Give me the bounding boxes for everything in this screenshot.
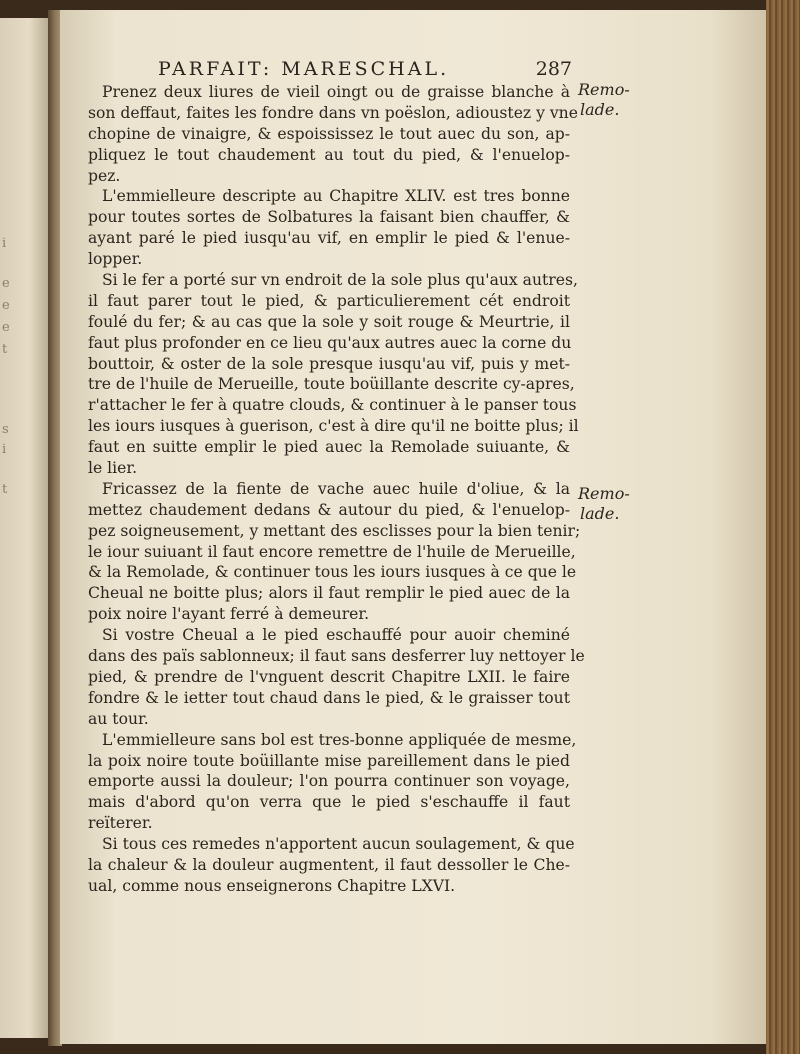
page-stack-edge bbox=[766, 0, 800, 1054]
text-line: pied, & prendre de l'vnguent descrit Chapitre LXII. le faire bbox=[88, 667, 570, 686]
text-line: reïterer. bbox=[88, 814, 153, 833]
running-header bbox=[98, 58, 578, 82]
text-line: ual, comme nous enseignerons Chapitre LXVI. bbox=[88, 876, 456, 895]
text-line: Fricassez de la fiente de vache auec huile d'oliue, & la bbox=[102, 479, 570, 498]
running-title: PARFAIT: MARESCHAL. bbox=[158, 58, 450, 80]
text-line: Cheual ne boitte plus; alors il faut remplir le pied auec de la bbox=[88, 584, 570, 603]
text-line: la poix noire toute boüillante mise pareillement dans le pied bbox=[88, 751, 570, 770]
text-line: emporte aussi la douleur; l'on pourra continuer son voyage, bbox=[88, 772, 570, 791]
text-line: pliquez le tout chaudement au tout du pied, & l'enuelop- bbox=[88, 145, 570, 164]
text-line: pour toutes sortes de Solbatures la faisant bien chauffer, & bbox=[88, 208, 570, 227]
text-line: mais d'abord qu'on verra que le pied s'eschauffe il faut bbox=[88, 793, 570, 812]
margin-note-remolade bbox=[578, 80, 630, 120]
text-line: faut plus profonder en ce lieu qu'aux autres auec la corne du bbox=[88, 333, 572, 352]
text-line: tre de l'huile de Merueille, toute boüillante descrite cy-apres, bbox=[88, 375, 575, 394]
left-page-fragment: e bbox=[2, 320, 10, 335]
left-page-fragment: e bbox=[2, 298, 10, 313]
text-line: foulé du fer; & au cas que la sole y soit rouge & Meurtrie, il bbox=[88, 312, 570, 331]
margin-note-line: Remo- bbox=[578, 484, 630, 503]
text-line: r'attacher le fer à quatre clouds, & continuer à le panser tous bbox=[88, 396, 577, 415]
text-line: L'emmielleure descripte au Chapitre XLIV. est tres bonne bbox=[102, 187, 570, 206]
text-line: pez soigneusement, y mettant des esclisses pour la bien tenir; bbox=[88, 521, 581, 540]
text-line: Si tous ces remedes n'apportent aucun soulagement, & que bbox=[102, 835, 575, 854]
text-line: fondre & le ietter tout chaud dans le pied, & le graisser tout bbox=[88, 688, 570, 707]
page-body-text bbox=[88, 82, 585, 897]
text-line: Si vostre Cheual a le pied eschauffé pour auoir cheminé bbox=[102, 626, 570, 645]
text-line: poix noire l'ayant ferré à demeurer. bbox=[88, 605, 370, 624]
text-line: il faut parer tout le pied, & particulierement cét endroit bbox=[88, 291, 570, 310]
margin-note-line: Remo- bbox=[578, 80, 630, 99]
text-line: la chaleur & la douleur augmentent, il faut dessoller le Che- bbox=[88, 855, 570, 874]
text-line: le lier. bbox=[88, 459, 138, 478]
margin-note-remolade bbox=[578, 484, 630, 524]
left-page-fragment: t bbox=[2, 482, 8, 497]
left-page-edge bbox=[0, 18, 50, 1038]
left-page-fragment: i bbox=[2, 442, 7, 457]
left-page-fragment: i bbox=[2, 236, 7, 251]
margin-note-line: lade. bbox=[580, 100, 620, 119]
left-page-fragment: e bbox=[2, 276, 10, 291]
text-line: & la Remolade, & continuer tous les iours iusques à ce que le bbox=[88, 563, 577, 582]
left-page-fragment: t bbox=[2, 342, 8, 357]
text-line: L'emmielleure sans bol est tres-bonne appliquée de mesme, bbox=[102, 730, 577, 749]
margin-note-line: lade. bbox=[580, 504, 620, 523]
text-line: ayant paré le pied iusqu'au vif, en emplir le pied & l'enue- bbox=[88, 229, 570, 248]
left-page-fragment: s bbox=[2, 422, 9, 437]
text-line: lopper. bbox=[88, 250, 143, 269]
text-line: chopine de vinaigre, & espoississez le tout auec du son, ap- bbox=[88, 124, 570, 143]
text-line: au tour. bbox=[88, 709, 149, 728]
page-number: 287 bbox=[535, 58, 572, 80]
text-line: dans des païs sablonneux; il faut sans desferrer luy nettoyer le bbox=[88, 647, 585, 666]
text-line: bouttoir, & oster de la sole presque iusqu'au vif, puis y met- bbox=[88, 354, 570, 373]
text-line: les iours iusques à guerison, c'est à dire qu'il ne boitte plus; il bbox=[88, 417, 579, 436]
text-line: Prenez deux liures de vieil oingt ou de graisse blanche à bbox=[102, 83, 570, 101]
text-line: pez. bbox=[88, 166, 121, 185]
text-line: le iour suiuant il faut encore remettre de l'huile de Merueille, bbox=[88, 542, 576, 561]
text-line: mettez chaudement dedans & autour du pied, & l'enuelop- bbox=[88, 500, 570, 519]
text-line: son deffaut, faites les fondre dans vn poëslon, adioustez y vne bbox=[88, 103, 578, 122]
text-line: Si le fer a porté sur vn endroit de la sole plus qu'aux autres, bbox=[102, 271, 578, 290]
text-line: faut en suitte emplir le pied auec la Remolade suiuante, & bbox=[88, 438, 570, 457]
